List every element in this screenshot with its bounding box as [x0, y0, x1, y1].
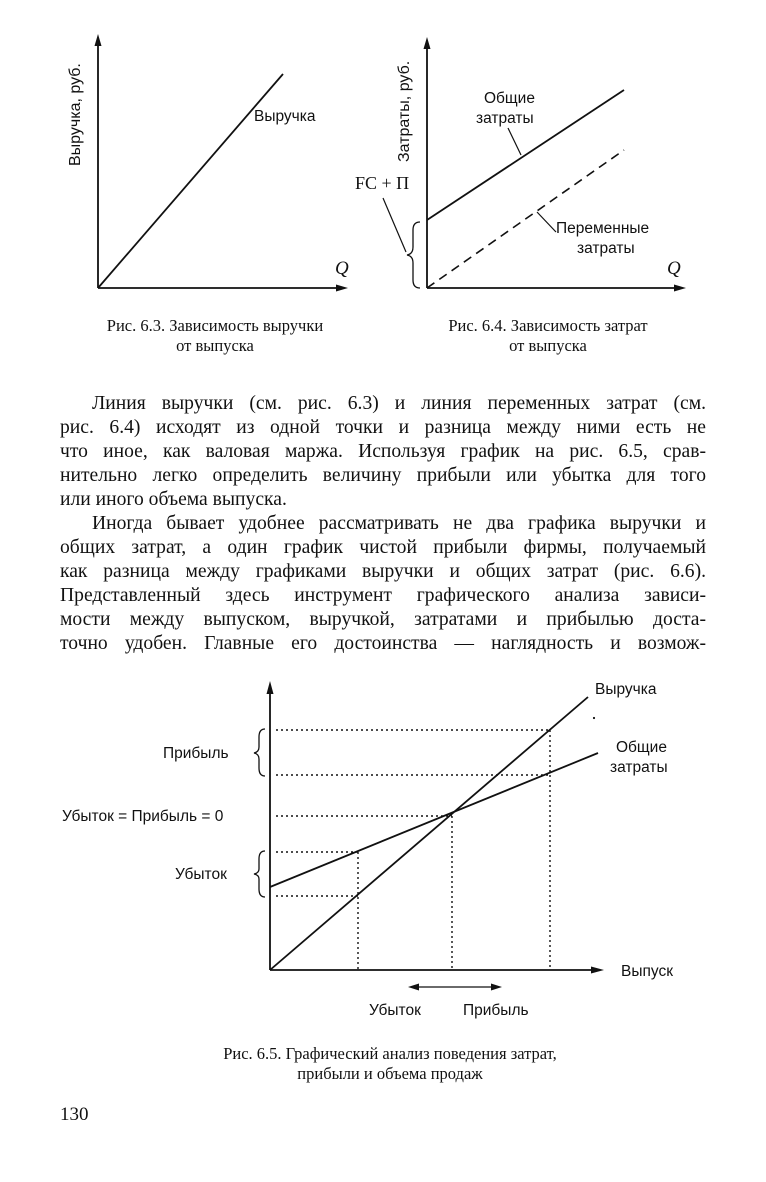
caption-fig-6-5 — [130, 1044, 650, 1084]
loss-label: Убыток — [175, 866, 227, 883]
text-line: рис. 6.4) исходят из одной точки и разница между ними есть не — [60, 417, 706, 438]
loss-brace — [254, 851, 265, 897]
total-cost-label-1: Общие — [484, 90, 535, 107]
variable-cost-label-2: затраты — [577, 240, 635, 257]
text-line: общих затрат, а один график чистой прибыли фирмы, получаемый — [60, 537, 706, 558]
text-line: точно удобен. Главные его достоинства — наглядность и возмож- — [60, 633, 706, 654]
fc-label: FC + П — [355, 173, 410, 193]
bottom-loss-label: Убыток — [369, 1002, 421, 1019]
text-line: что иное, как валовая маржа. Используя график на рис. 6.5, срав- — [60, 441, 706, 462]
total-cost-label-2: затраты — [476, 110, 534, 127]
variable-cost-label-1: Переменные — [556, 220, 650, 237]
caption-line-2: прибыли и объема продаж — [297, 1064, 483, 1083]
total-cost-line — [270, 753, 598, 887]
arrow-head-left — [408, 984, 419, 991]
y-axis-label: Затраты, руб. — [396, 60, 413, 162]
x-axis-arrow — [591, 967, 604, 974]
text-line: как разница между графиками выручки и общих затрат (рис. 6.6). — [60, 561, 706, 582]
page-number: 130 — [60, 1104, 89, 1125]
x-axis-label: Q — [667, 258, 681, 279]
profit-brace — [254, 729, 265, 776]
total-cost-label-2: затраты — [610, 759, 668, 776]
text-line: нительно легко определить величину прибыли или убытка для того — [60, 465, 706, 486]
bottom-profit-label: Прибыль — [463, 1002, 529, 1019]
text-line: или иного объема выпуска. — [60, 489, 287, 510]
total-cost-label-1: Общие — [616, 739, 667, 756]
arrow-head-right — [491, 984, 502, 991]
caption-line-2: от выпуска — [509, 336, 587, 355]
revenue-line-label: Выручка — [254, 108, 316, 125]
revenue-line — [270, 697, 588, 970]
caption-line-2: от выпуска — [176, 336, 254, 355]
text-line: Иногда бывает удобнее рассматривать не два графика выручки и — [92, 513, 706, 534]
revenue-label-mark — [593, 717, 595, 719]
caption-line-1: Рис. 6.3. Зависимость выручки — [106, 316, 324, 335]
y-axis-arrow — [267, 681, 274, 694]
revenue-line-label: Выручка — [595, 681, 657, 698]
profit-label: Прибыль — [163, 745, 229, 762]
x-axis-label: Q — [335, 258, 349, 279]
caption-line-1: Рис. 6.4. Зависимость затрат — [448, 316, 648, 335]
text-line: мости между выпуском, выручкой, затратами и прибылью доста- — [60, 609, 706, 630]
breakeven-label: Убыток = Прибыль = 0 — [62, 808, 224, 825]
text-line: Линия выручки (см. рис. 6.3) и линия переменных затрат (см. — [92, 393, 706, 414]
caption-line-1: Рис. 6.5. Графический анализ поведения затрат, — [223, 1044, 557, 1063]
y-axis-label: Выручка, руб. — [67, 63, 84, 166]
x-axis-label: Выпуск — [621, 963, 673, 980]
text-line: Представленный здесь инструмент графического анализа зависи- — [60, 585, 706, 606]
